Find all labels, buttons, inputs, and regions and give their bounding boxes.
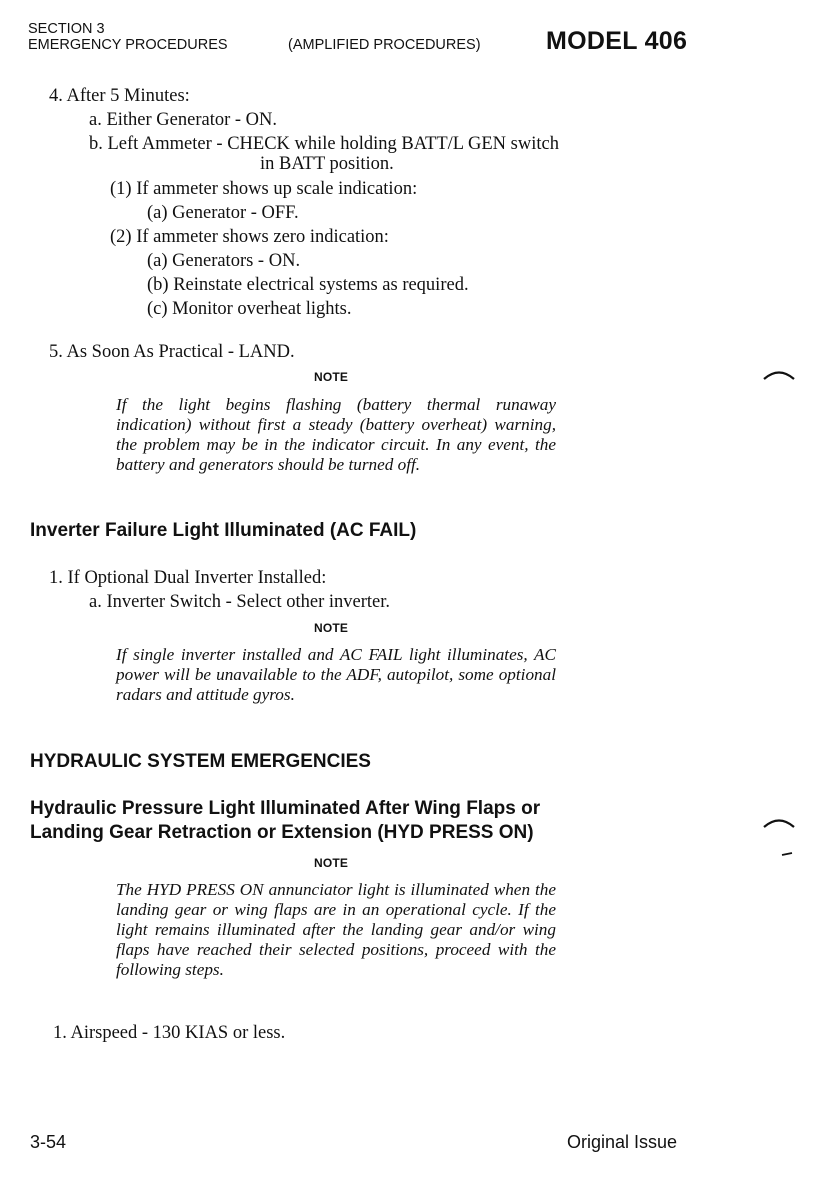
step-4b-2: (2) If ammeter shows zero indication: (110, 227, 389, 247)
hydraulic-step-1: 1. Airspeed - 130 KIAS or less. (53, 1023, 286, 1043)
note-label: NOTE (314, 621, 349, 635)
inverter-step-1a: a. Inverter Switch - Select other inverter. (89, 592, 391, 612)
issue-label: Original Issue (567, 1132, 678, 1152)
section-title: EMERGENCY PROCEDURES (28, 37, 228, 53)
inverter-step-1: 1. If Optional Dual Inverter Installed: (49, 568, 327, 588)
section-label: SECTION 3 (28, 21, 105, 37)
hydraulic-heading-line2: Landing Gear Retraction or Extension (HYD PRESS ON) (30, 822, 534, 843)
step-4b-2c: (c) Monitor overheat lights. (147, 299, 352, 319)
note-text-inverter: If single inverter installed and AC FAIL light illuminates, AC power will be unavailable to the ADF, autopilot, some optional radars and attitude gyros. (116, 645, 556, 704)
step-4a: a. Either Generator - ON. (89, 110, 277, 130)
step-5: 5. As Soon As Practical - LAND. (49, 342, 295, 362)
step-4b-1: (1) If ammeter shows up scale indication: (110, 179, 418, 199)
note-text-battery: If the light begins flashing (battery thermal runaway indication) without first a steady (battery overheat) warning, the problem may be in the indicator circuit. In any event, the battery and generators should be turned off. (116, 395, 556, 474)
note-text-hydraulic: The HYD PRESS ON annunciator light is illuminated when the landing gear or wing flaps are in an operational cycle. If the light remains illuminated after the landing gear and/or wing flaps have reached their selected positions, proceed with the following steps. (116, 880, 556, 979)
hydraulic-section-heading: HYDRAULIC SYSTEM EMERGENCIES (30, 751, 371, 772)
step-4b-1a: (a) Generator - OFF. (147, 203, 299, 223)
section-subtitle: (AMPLIFIED PROCEDURES) (288, 37, 481, 53)
note-label: NOTE (314, 370, 349, 384)
note-label: NOTE (314, 856, 349, 870)
revision-mark (762, 812, 796, 856)
step-4b-continued: in BATT position. (260, 154, 394, 174)
hydraulic-heading-line1: Hydraulic Pressure Light Illuminated After Wing Flaps or (30, 798, 541, 819)
revision-mark (762, 366, 796, 382)
step-4b-2b: (b) Reinstate electrical systems as required. (147, 275, 469, 295)
step-4b-2a: (a) Generators - ON. (147, 251, 301, 271)
inverter-heading: Inverter Failure Light Illuminated (AC FAIL) (30, 520, 417, 541)
step-4b: b. Left Ammeter - CHECK while holding BATT/L GEN switch (89, 134, 559, 154)
model-label: MODEL 406 (546, 27, 688, 55)
page-number: 3-54 (30, 1132, 67, 1152)
step-4: 4. After 5 Minutes: (49, 86, 190, 106)
